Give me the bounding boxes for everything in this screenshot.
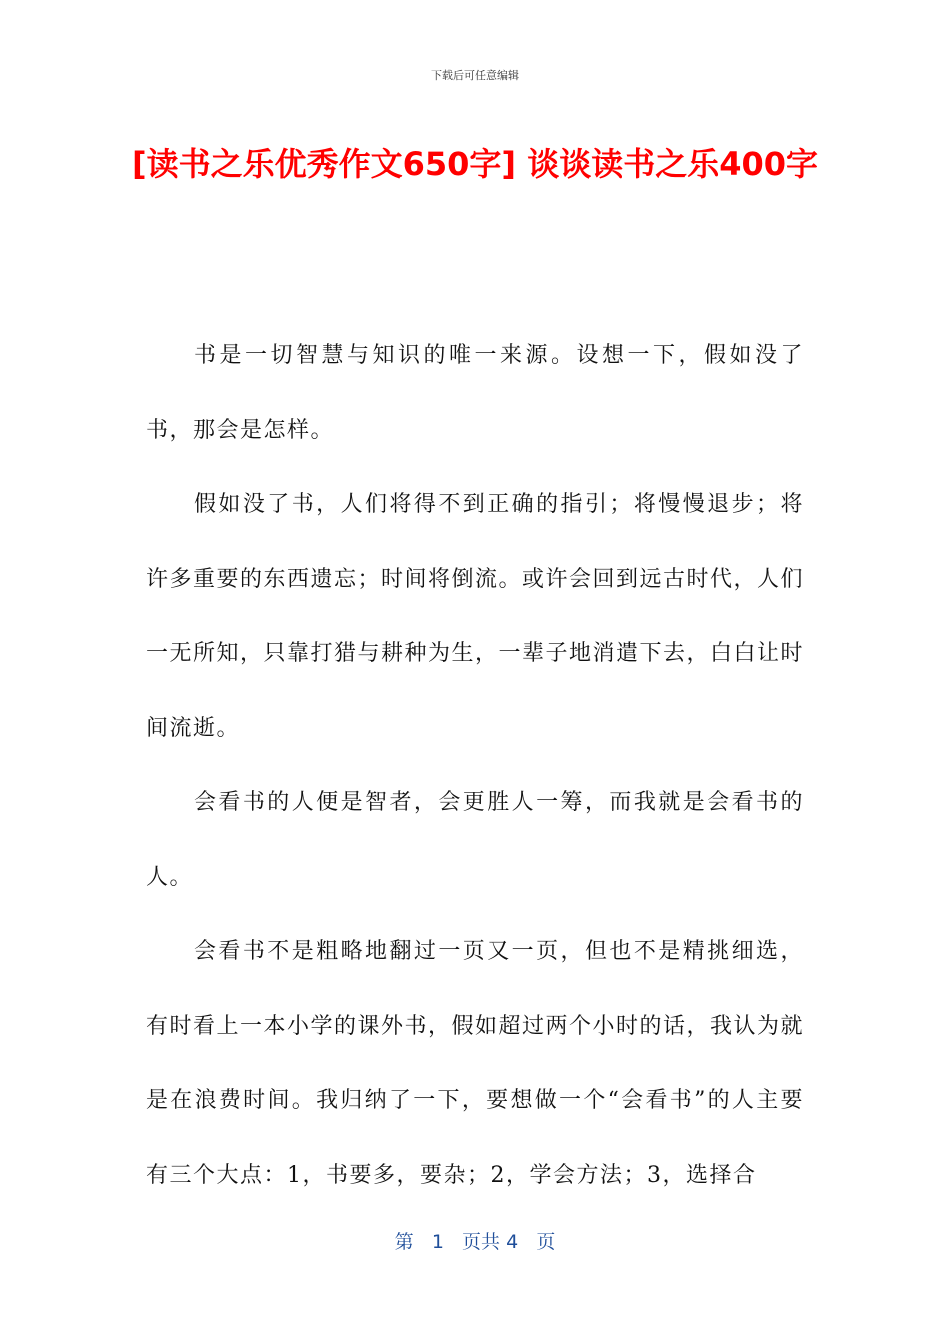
paragraph: 假如没了书，人们将得不到正确的指引；将慢慢退步；将许多重要的东西遗忘；时间将倒流。或许会回到远古时代，人们一无所知，只靠打猎与耕种为生，一辈子地消遣下去，白白让时间流逝。 (146, 492, 805, 741)
footer-page-suffix: 页 (536, 1231, 556, 1253)
document-body (146, 319, 804, 1213)
footer-page-prefix: 第 (394, 1231, 414, 1253)
paragraph: 会看书不是粗略地翻过一页又一页，但也不是精挑细选，有时看上一本小学的课外书，假如超过两个小时的话，我认为就是在浪费时间。我归纳了一下，要想做一个“会看书”的人主要有三个大点：1，书要多，要杂；2，学会方法；3，选择合 (146, 939, 805, 1188)
header-note: 下载后可任意编辑 (431, 69, 519, 82)
paragraph: 会看书的人便是智者，会更胜人一筹，而我就是会看书的人。 (146, 790, 804, 890)
footer-total-pages: 4 (506, 1231, 519, 1253)
document-title: [读书之乐优秀作文650字] 谈谈读书之乐400字 (132, 145, 818, 183)
footer-current-page: 1 (431, 1231, 444, 1253)
page-number-footer (0, 1227, 950, 1254)
footer-total-prefix: 页共 (462, 1231, 501, 1253)
paragraph: 书是一切智慧与知识的唯一来源。设想一下，假如没了书，那会是怎样。 (146, 343, 804, 443)
